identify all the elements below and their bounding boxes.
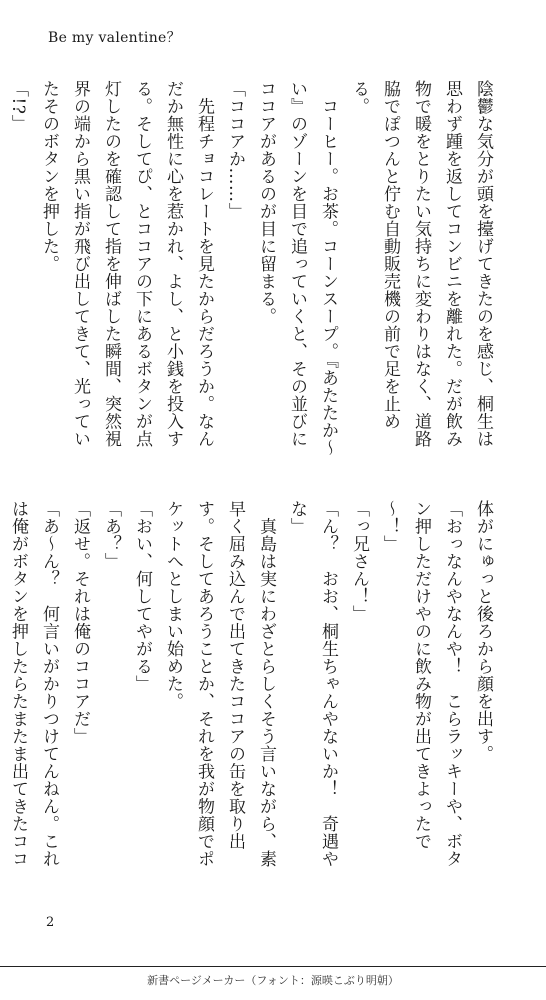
paragraph: 体がにゅっと後ろから顔を出す。 [473,500,493,763]
paragraph: 「返せ。それは俺のココアだ」 [70,500,90,745]
paragraph: コーヒー。お茶。コーンスープ。『あたたか～い』のゾーンを目で追っていくと、その並びにココアがあるのが目に留まる。 [256,80,338,457]
paragraph: 「!?」 [8,80,28,132]
paragraph: 陰鬱な気分が頭を擡げてきたのを感じ、桐生は思わず踵を返してコンビニを離れた。だが飲み物で暖をとりたい気持ちに変わりはなく、道路脇でぽつんと佇む自動販売機の前で足を止める。 [349,80,493,448]
paragraph: 真島は実にわざとらしくそう言いながら、素早く屈み込んで出てきたココアの缶を取り出す。そしてあろうことか、それを我が物顔でポケットへとしまい始めた。 [163,500,276,868]
paragraph: 先程チョコレートを見たからだろうか。なんだか無性に心を惹かれ、よし、と小銭を投入する。そしてぴ、とココアの下にあるボタンが点灯したのを確認して指を伸ばした瞬間、突然視界の端から黒い指が飛び出してきて、光っていたそのボタンを押した。 [39,80,214,448]
paragraph: 「ん？ おお、桐生ちゃんやないか！ 奇遇やな」 [287,500,338,868]
paragraph: 「あ～ん？ 何言いがかりつけてんねん。これは俺がボタンを押したらたまたま出てきたココ [8,500,59,868]
paragraph [0,80,2,460]
running-title: Be my valentine？ [48,30,181,46]
paragraph: 「おい、何してやがる」 [132,500,152,693]
paragraph: 「あ？」 [101,500,121,570]
paragraph: 「おっなんやなんや！ こらラッキーや、ボタン押しただけやのに飲み物が出てきよったで～！」 [380,500,462,868]
footer-credit: 新書ページメーカー（フォント：源暎こぶり明朝） [147,974,399,987]
paragraph: 「ココアか……」 [225,80,245,220]
text-block-upper [8,80,498,460]
text-block-lower [8,500,498,880]
paragraph: 「っ兄さん！」 [349,500,369,623]
page-number: 2 [46,915,55,930]
